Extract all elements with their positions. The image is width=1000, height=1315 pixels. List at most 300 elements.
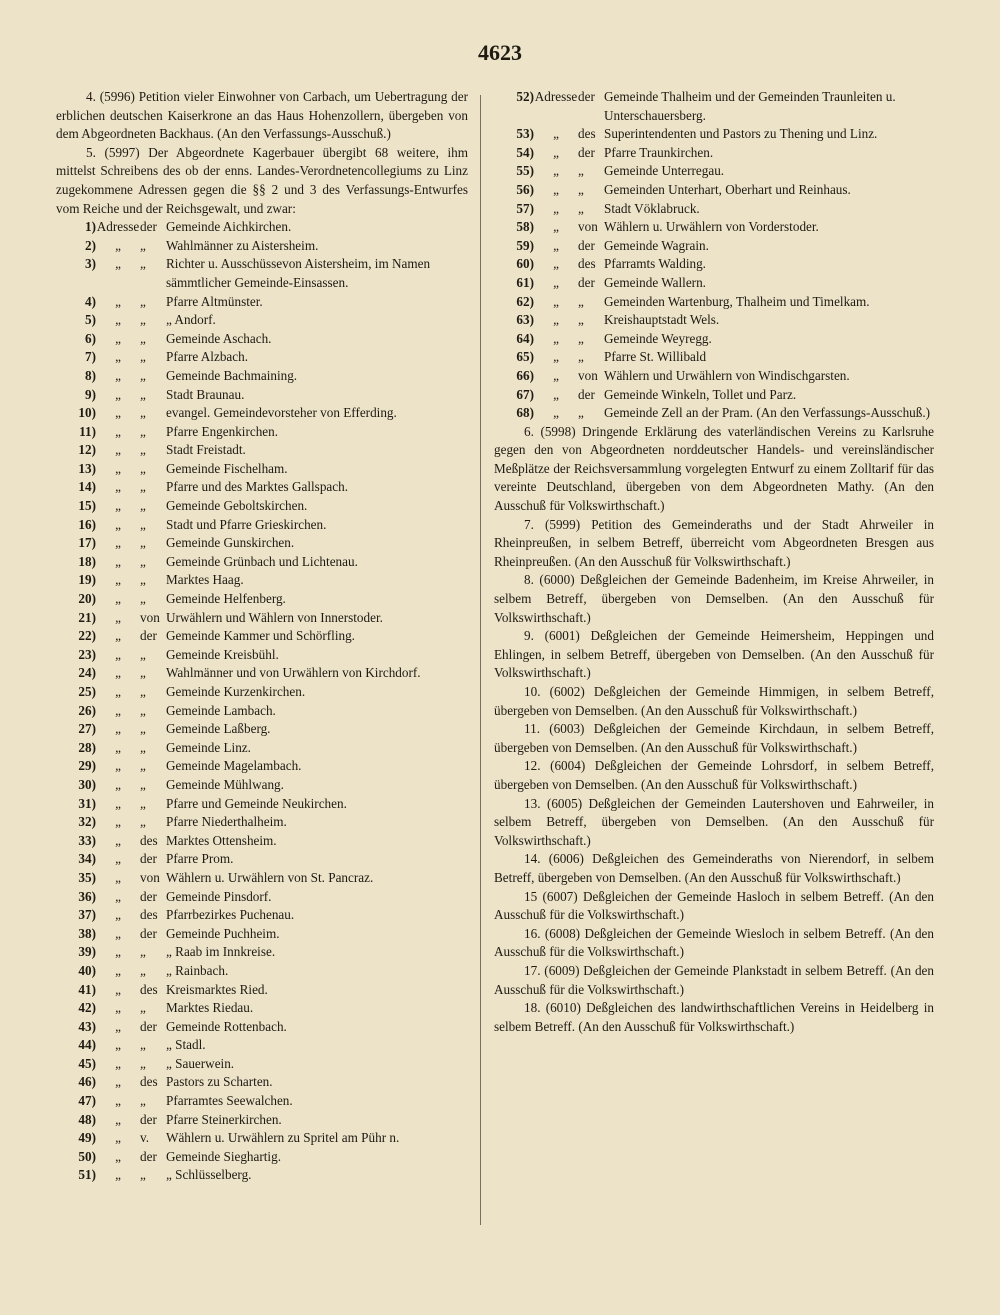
list-item <box>56 460 468 479</box>
item-number: 65) <box>516 349 534 365</box>
item-text: Gemeinden Wartenburg, Thalheim und Timelkam. <box>604 293 870 309</box>
item-text: „ Stadl. <box>166 1037 206 1053</box>
item-text: Pfarre Traunkirchen. <box>604 144 714 160</box>
petition-paragraph: 6. (5998) Dringende Erklärung des vaterländischen Vereins zu Karlsruhe gegen den von Abgeordneten norddeutscher Handels- und vereinsländischer Meßplätze der Reichsversammlung vorgelegten Entwurf zu einem Zolltarif für das vereinte Deutschland, übergeben von dem Abgeordneten Mathy. (An den Ausschuß für Volkswirthschaft.) <box>494 423 934 514</box>
petition-paragraph: 9. (6001) Deßgleichen der Gemeinde Heimersheim, Heppingen und Ehlingen, in selbem Betreff, übergeben von Demselben. (An den Ausschuß für Volkswirthschaft.) <box>494 628 934 681</box>
item-number: 56) <box>516 181 534 197</box>
item-article: „ <box>140 312 146 328</box>
list-item <box>56 1055 468 1074</box>
item-number: 19) <box>78 572 96 588</box>
item-prefix: „ <box>115 386 121 402</box>
list-item <box>56 478 468 497</box>
item-text: Pfarrbezirkes Puchenau. <box>166 907 295 923</box>
item-text: Gemeinde Unterregau. <box>604 163 725 179</box>
item-text: evangel. Gemeindevorsteher von Efferding. <box>166 405 397 421</box>
item-prefix: „ <box>115 851 121 867</box>
item-number: 27) <box>78 721 96 737</box>
left-column <box>56 88 468 1185</box>
petition-paragraph: 12. (6004) Deßgleichen der Gemeinde Lohrsdorf, in selbem Betreff, übergeben von Demselben. (An den Ausschuß für Volkswirthschaft.) <box>494 758 934 792</box>
item-text: Pastors zu Scharten. <box>166 1074 273 1090</box>
item-article: der <box>140 1111 157 1127</box>
item-article: „ <box>140 349 146 365</box>
list-item <box>56 813 468 832</box>
item-number: 68) <box>516 405 534 421</box>
item-prefix: „ <box>115 1074 121 1090</box>
item-text: Pfarre Prom. <box>166 851 234 867</box>
list-item <box>494 88 934 125</box>
item-article: „ <box>140 944 146 960</box>
item-article: „ <box>578 330 584 346</box>
item-prefix: „ <box>115 1055 121 1071</box>
petition-paragraph: 15 (6007) Deßgleichen der Gemeinde Hasloch in selbem Betreff. (An den Ausschuß für die Volkswirthschaft.) <box>494 888 934 923</box>
item-number: 16) <box>78 516 96 532</box>
item-article: des <box>578 126 596 142</box>
list-item <box>56 534 468 553</box>
item-number: 67) <box>516 386 534 402</box>
list-item <box>494 125 934 144</box>
item-prefix: „ <box>115 1130 121 1146</box>
item-prefix: „ <box>553 126 559 142</box>
item-number: 52) <box>516 89 534 104</box>
item-article: „ <box>140 795 146 811</box>
item-text: Gemeinde Wallern. <box>604 274 706 290</box>
item-number: 11) <box>79 423 96 439</box>
item-article: der <box>578 237 595 253</box>
list-item <box>56 255 468 292</box>
list-item <box>56 702 468 721</box>
item-number: 55) <box>516 163 534 179</box>
item-text: „ Rainbach. <box>166 962 229 978</box>
item-article: „ <box>140 646 146 662</box>
item-prefix: „ <box>115 312 121 328</box>
item-text: Wählern u. Urwählern von St. Pancraz. <box>166 869 374 885</box>
list-item <box>56 441 468 460</box>
item-prefix: „ <box>115 498 121 514</box>
list-item <box>56 683 468 702</box>
item-prefix: „ <box>115 739 121 755</box>
petition-paragraph: 10. (6002) Deßgleichen der Gemeinde Himmigen, in selbem Betreff, übergeben von Demselben. (An den Ausschuß für Volkswirthschaft.) <box>494 684 934 718</box>
list-item <box>56 850 468 869</box>
item-prefix: „ <box>115 442 121 458</box>
item-text: Wahlmänner zu Aistersheim. <box>166 237 319 253</box>
item-text: „ Andorf. <box>166 312 216 328</box>
item-article: „ <box>140 591 146 607</box>
item-article: der <box>140 925 157 941</box>
item-text: Gemeinde Sieghartig. <box>166 1148 281 1164</box>
petition-paragraph: 8. (6000) Deßgleichen der Gemeinde Badenheim, im Kreise Ahrweiler, in selbem Betreff, übergeben von Demselben. (An den Ausschuß für Volkswirthschaft.) <box>494 572 934 625</box>
item-article: „ <box>140 739 146 755</box>
item-article: „ <box>140 553 146 569</box>
item-number: 2) <box>85 237 96 253</box>
item-article: „ <box>578 163 584 179</box>
item-prefix: „ <box>115 1093 121 1109</box>
list-item <box>56 609 468 628</box>
list-item <box>56 869 468 888</box>
item-text: Gemeinde Gunskirchen. <box>166 535 295 551</box>
item-prefix: „ <box>115 367 121 383</box>
item-prefix: „ <box>115 237 121 253</box>
item-prefix: „ <box>115 702 121 718</box>
item-number: 49) <box>78 1130 96 1146</box>
list-item <box>56 943 468 962</box>
list-item <box>56 739 468 758</box>
item-text: Pfarre St. Willibald <box>604 349 707 365</box>
item-number: 47) <box>78 1093 96 1109</box>
item-number: 44) <box>78 1037 96 1053</box>
list-item <box>56 348 468 367</box>
item-text: Gemeinde Laßberg. <box>166 721 271 737</box>
list-item <box>56 237 468 256</box>
item-article: der <box>140 628 157 644</box>
item-prefix: „ <box>115 646 121 662</box>
item-number: 4) <box>85 293 96 309</box>
item-article: „ <box>140 1093 146 1109</box>
item-number: 25) <box>78 684 96 699</box>
item-article: „ <box>140 386 146 402</box>
item-article: des <box>140 832 158 848</box>
item-article: „ <box>140 516 146 532</box>
item-article: „ <box>140 498 146 514</box>
petition-paragraph: 16. (6008) Deßgleichen der Gemeinde Wiesloch in selbem Betreff. (An den Ausschuß für die Volkswirthschaft.) <box>494 925 934 960</box>
petition-paragraph: 13. (6005) Deßgleichen der Gemeinden Lautershoven und Eahrweiler, in selbem Betreff, übergeben von Demselben. (An den Ausschuß für Volkswirthschaft.) <box>494 795 934 848</box>
list-item <box>494 348 934 367</box>
item-prefix: „ <box>553 312 559 328</box>
item-text: Pfarre und Gemeinde Neukirchen. <box>166 795 347 811</box>
item-text: Wahlmänner und von Urwählern von Kirchdorf. <box>166 665 421 681</box>
petition-paragraph: 14. (6006) Deßgleichen des Gemeinderaths von Nierendorf, in selbem Betreff, übergeben von Demselben. (An den Ausschuß für Volkswirthschaft.) <box>494 851 934 885</box>
page-number: 4623 <box>478 40 522 65</box>
item-article: „ <box>578 349 584 365</box>
item-article: „ <box>140 405 146 421</box>
item-prefix: „ <box>115 814 121 830</box>
item-text: Pfarramtes Seewalchen. <box>166 1093 293 1109</box>
item-prefix: „ <box>115 758 121 774</box>
item-number: 12) <box>78 442 96 458</box>
item-article: v. <box>140 1130 150 1146</box>
list-item <box>56 1166 468 1185</box>
item-text: Gemeinde Bachmaining. <box>166 367 298 383</box>
item-article: „ <box>140 702 146 718</box>
item-text: Pfarre Alzbach. <box>166 349 249 365</box>
list-item <box>494 311 934 330</box>
item-text: Urwählern und Wählern von Innerstoder. <box>166 609 383 625</box>
item-prefix: „ <box>553 181 559 197</box>
petition-paragraph: 11. (6003) Deßgleichen der Gemeinde Kirchdaun, in selbem Betreff, übergeben von Demselben. (An den Ausschuß für Volkswirthschaft.) <box>494 721 934 755</box>
item-prefix: „ <box>553 367 559 383</box>
item-article: „ <box>140 293 146 309</box>
item-text: Gemeinde Winkeln, Tollet und Parz. <box>604 386 797 402</box>
item-prefix: „ <box>115 776 121 792</box>
item-number: 46) <box>78 1074 96 1090</box>
petition-paragraph: 7. (5999) Petition des Gemeinderaths und der Stadt Ahrweiler in Rheinpreußen, in selbem Betreff, überreicht vom Abgeordneten Bresgen aus Rheinpreußen. (An den Ausschuß für Volkswirthschaft.) <box>494 516 934 569</box>
item-text: Gemeinde Lambach. <box>166 702 276 718</box>
item-number: 61) <box>516 274 534 290</box>
item-number: 35) <box>78 869 96 885</box>
item-prefix: „ <box>115 1148 121 1164</box>
item-prefix: „ <box>115 349 121 365</box>
item-article: „ <box>140 721 146 737</box>
item-text: Gemeinde Helfenberg. <box>166 591 286 607</box>
item-number: 5) <box>85 312 96 328</box>
list-item <box>56 1129 468 1148</box>
list-item <box>56 925 468 944</box>
item-text: Marktes Haag. <box>166 572 244 588</box>
item-article: der <box>578 89 595 104</box>
item-prefix: „ <box>553 237 559 253</box>
list-item <box>56 367 468 386</box>
item-prefix: „ <box>115 256 121 272</box>
item-number: 34) <box>78 851 96 867</box>
item-prefix: „ <box>553 163 559 179</box>
item-article: „ <box>578 293 584 309</box>
list-item <box>56 627 468 646</box>
list-item <box>56 888 468 907</box>
item-prefix: „ <box>553 349 559 365</box>
item-article: der <box>140 219 157 235</box>
item-number: 21) <box>78 609 96 625</box>
item-article: „ <box>140 423 146 439</box>
list-item <box>56 404 468 423</box>
list-item <box>56 981 468 1000</box>
item-text: Stadt Freistadt. <box>166 442 246 458</box>
item-text: Wählern u. Urwählern zu Spritel am Pühr n. <box>166 1130 400 1146</box>
item-text: Gemeinde Geboltskirchen. <box>166 498 308 514</box>
item-text: Pfarre und des Marktes Gallspach. <box>166 479 349 495</box>
item-article: von <box>140 869 160 885</box>
item-number: 9) <box>85 386 96 402</box>
item-text: Pfarramts Walding. <box>604 256 706 272</box>
list-item <box>56 962 468 981</box>
list-item <box>494 200 934 219</box>
item-number: 62) <box>516 293 534 309</box>
item-prefix: „ <box>115 1111 121 1127</box>
item-article: „ <box>140 962 146 978</box>
item-prefix: „ <box>115 684 121 699</box>
item-article: des <box>140 1074 158 1090</box>
item-prefix: „ <box>115 795 121 811</box>
item-text: Pfarre Altmünster. <box>166 293 263 309</box>
item-prefix: „ <box>115 925 121 941</box>
item-article: „ <box>140 1167 146 1183</box>
item-prefix: „ <box>115 944 121 960</box>
list-item <box>56 553 468 572</box>
list-item <box>56 293 468 312</box>
list-item <box>56 646 468 665</box>
item-number: 10) <box>78 405 96 421</box>
item-number: 15) <box>78 498 96 514</box>
column-divider <box>480 95 481 1225</box>
item-text: Gemeinde Kreisbühl. <box>166 646 279 662</box>
item-prefix: „ <box>553 330 559 346</box>
item-text: Gemeinden Unterhart, Oberhart und Reinhaus. <box>604 181 851 197</box>
item-article: „ <box>578 181 584 197</box>
list-item <box>56 386 468 405</box>
item-number: 28) <box>78 739 96 755</box>
item-text: Gemeinde Zell an der Pram. (An den Verfassungs-Ausschuß.) <box>604 405 931 421</box>
item-number: 6) <box>85 330 96 346</box>
list-item <box>56 1092 468 1111</box>
item-number: 24) <box>78 665 96 681</box>
item-number: 64) <box>516 330 534 346</box>
item-article: „ <box>578 405 584 421</box>
item-prefix: „ <box>115 293 121 309</box>
item-article: „ <box>140 330 146 346</box>
item-text: Gemeinde Magelambach. <box>166 758 302 774</box>
item-article: „ <box>140 535 146 551</box>
list-item <box>56 330 468 349</box>
item-number: 50) <box>78 1148 96 1164</box>
item-number: 38) <box>78 925 96 941</box>
item-text: Gemeinde Aichkirchen. <box>166 219 292 235</box>
item-number: 63) <box>516 312 534 328</box>
petition-paragraph: 4. (5996) Petition vieler Einwohner von Carbach, um Uebertragung der erblichen deutschen Kaiserkrone an das Haus Hohenzollern, übergeben von dem Abgeordneten Backhaus. (An den Verfassungs-Ausschuß.) <box>56 89 468 142</box>
item-number: 3) <box>85 256 96 272</box>
petition-paragraph: 5. (5997) Der Abgeordnete Kagerbauer übergibt 68 weitere, ihm mittelst Schreibens des ob der enns. Landes-Verordnetencollegiums zu Linz zugekommene Adressen gegen die §§ 2 und 3 des Verfassungs-Entwurfes vom Reiche und der Reichsgewalt, und zwar: <box>56 144 468 216</box>
item-text: Stadt Vöklabruck. <box>604 200 700 216</box>
item-text: Stadt und Pfarre Grieskirchen. <box>166 516 327 532</box>
item-number: 17) <box>78 535 96 551</box>
item-article: „ <box>140 665 146 681</box>
item-prefix: „ <box>115 1018 121 1034</box>
item-number: 58) <box>516 219 534 235</box>
petition-paragraph: 18. (6010) Deßgleichen des landwirthschaftlichen Vereins in Heidelberg in selbem Betreff. (An den Ausschuß für Volkswirthschaft.) <box>494 1000 934 1034</box>
item-prefix: „ <box>115 962 121 978</box>
list-item <box>494 293 934 312</box>
item-text: Wählern u. Urwählern von Vorderstoder. <box>604 219 819 235</box>
item-text: Gemeinde Puchheim. <box>166 925 280 941</box>
list-item <box>56 311 468 330</box>
item-number: 37) <box>78 907 96 923</box>
list-item <box>494 330 934 349</box>
item-article: „ <box>140 776 146 792</box>
item-text: Pfarre Niederthalheim. <box>166 814 287 830</box>
item-article: „ <box>140 1037 146 1053</box>
item-prefix: „ <box>115 553 121 569</box>
list-item <box>56 906 468 925</box>
item-prefix: „ <box>553 219 559 235</box>
item-prefix: „ <box>115 479 121 495</box>
item-number: 30) <box>78 776 96 792</box>
item-prefix: „ <box>115 572 121 588</box>
list-item <box>56 218 468 237</box>
item-prefix: „ <box>115 535 121 551</box>
item-text: Gemeinde Linz. <box>166 739 251 755</box>
item-prefix: „ <box>115 609 121 625</box>
item-text: „ Raab im Innkreise. <box>166 944 276 960</box>
list-item <box>56 795 468 814</box>
item-article: der <box>578 274 595 290</box>
item-prefix: „ <box>115 721 121 737</box>
item-article: des <box>578 256 596 272</box>
item-number: 20) <box>78 591 96 607</box>
list-item <box>494 274 934 293</box>
list-item <box>494 181 934 200</box>
item-article: der <box>578 144 595 160</box>
item-number: 26) <box>78 702 96 718</box>
item-number: 31) <box>78 795 96 811</box>
item-text: Gemeinde Pinsdorf. <box>166 888 272 904</box>
item-number: 22) <box>78 628 96 644</box>
list-item <box>494 367 934 386</box>
item-text: „ Sauerwein. <box>166 1055 235 1071</box>
item-number: 1) <box>85 219 96 235</box>
list-item <box>56 776 468 795</box>
list-item <box>56 571 468 590</box>
list-item <box>494 237 934 256</box>
right-column <box>494 88 934 1036</box>
item-number: 36) <box>78 888 96 904</box>
item-number: 60) <box>516 256 534 272</box>
petition-paragraph: 17. (6009) Deßgleichen der Gemeinde Plankstadt in selbem Betreff. (An den Ausschuß für die Volkswirthschaft.) <box>494 962 934 997</box>
item-text: Gemeinde Kurzenkirchen. <box>166 684 306 699</box>
item-number: 8) <box>85 367 96 383</box>
item-number: 57) <box>516 200 534 216</box>
item-prefix: „ <box>553 293 559 309</box>
item-prefix: „ <box>553 274 559 290</box>
item-prefix: „ <box>115 981 121 997</box>
item-text: Gemeinde Rottenbach. <box>166 1018 287 1034</box>
list-item <box>56 1148 468 1167</box>
item-text: Gemeinde Aschach. <box>166 330 272 346</box>
list-item <box>56 497 468 516</box>
address-list <box>56 218 468 1185</box>
item-text: Marktes Riedau. <box>166 1000 254 1016</box>
item-text: Gemeinde Thalheim und der Gemeinden Traunleiten u. Unterschauersberg. <box>604 89 896 123</box>
item-text: Gemeinde Mühlwang. <box>166 776 284 792</box>
item-number: 66) <box>516 367 534 383</box>
item-text: Gemeinde Wagrain. <box>604 237 709 253</box>
item-number: 33) <box>78 832 96 848</box>
item-text: Richter u. Ausschüssevon Aistersheim, im Namen sämmtlicher Gemeinde-Einsassen. <box>166 256 431 290</box>
item-number: 7) <box>85 349 96 365</box>
item-number: 42) <box>78 1000 96 1016</box>
item-number: 41) <box>78 981 96 997</box>
item-text: Wählern und Urwählern von Windischgarsten. <box>604 367 850 383</box>
list-item <box>56 1073 468 1092</box>
item-text: Stadt Braunau. <box>166 386 245 402</box>
item-prefix: „ <box>553 256 559 272</box>
item-number: 13) <box>78 460 96 476</box>
item-number: 23) <box>78 646 96 662</box>
item-text: Kreismarktes Ried. <box>166 981 268 997</box>
item-prefix: „ <box>115 628 121 644</box>
item-number: 59) <box>516 237 534 253</box>
list-item <box>56 590 468 609</box>
list-item <box>56 423 468 442</box>
item-prefix: „ <box>115 591 121 607</box>
item-prefix: „ <box>115 832 121 848</box>
item-text: Gemeinde Kammer und Schörfling. <box>166 628 355 644</box>
item-prefix: „ <box>115 1000 121 1016</box>
item-article: der <box>140 888 157 904</box>
item-text: Superintendenten und Pastors zu Thening und Linz. <box>604 126 878 142</box>
list-item <box>56 1111 468 1130</box>
petition-paragraphs <box>494 423 934 1037</box>
item-text: Gemeinde Grünbach und Lichtenau. <box>166 553 358 569</box>
item-article: des <box>140 907 158 923</box>
item-article: „ <box>140 684 146 699</box>
list-item <box>494 404 934 423</box>
item-text: Kreishauptstadt Wels. <box>604 312 720 328</box>
item-article: „ <box>140 758 146 774</box>
item-article: „ <box>140 814 146 830</box>
list-item <box>56 999 468 1018</box>
list-item <box>56 757 468 776</box>
item-number: 51) <box>78 1167 96 1183</box>
item-prefix: „ <box>115 1167 121 1183</box>
list-item <box>494 255 934 274</box>
list-item <box>56 832 468 851</box>
